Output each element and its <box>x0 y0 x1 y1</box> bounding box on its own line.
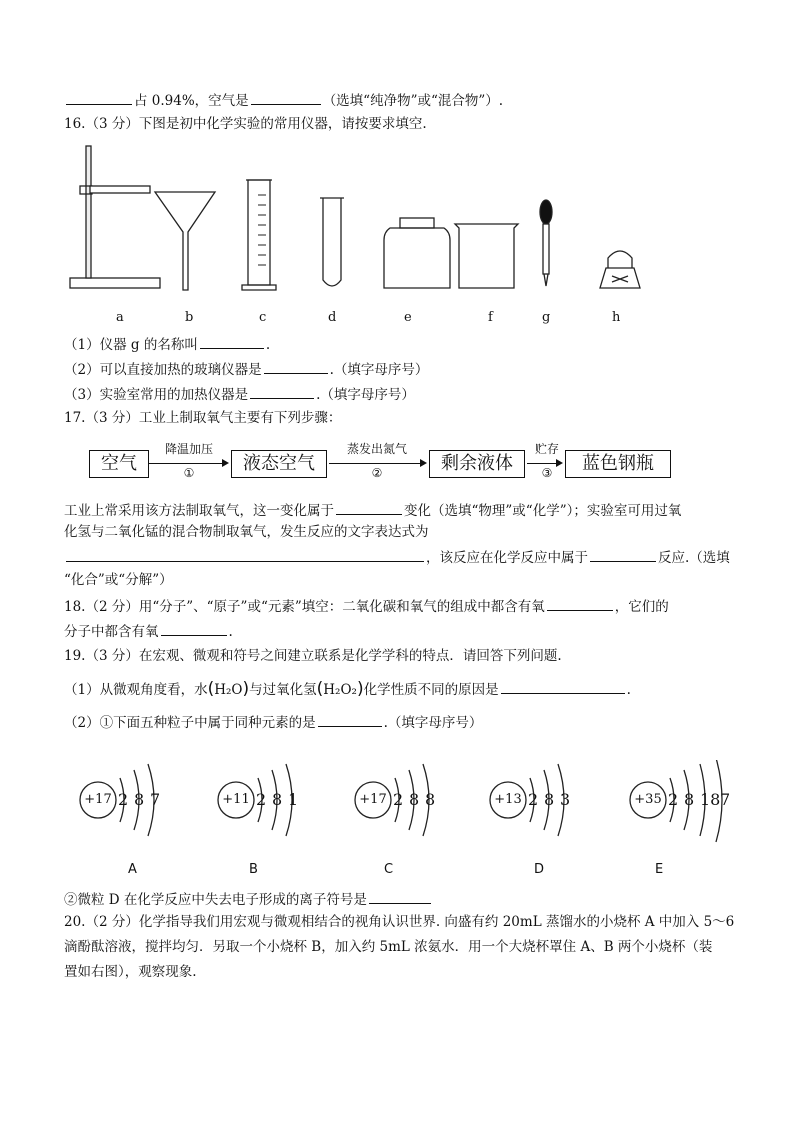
flow-box: 空气 <box>89 450 149 478</box>
line-0: 占 0.94%，空气是 （选填“纯净物”或“混合物”）. <box>64 90 503 110</box>
q19-sub3: ②微粒 D 在化学反应中失去电子形成的离子符号是 <box>64 889 433 909</box>
flow-step-label: 贮存 <box>534 442 559 456</box>
shell-electrons: 2 <box>528 790 539 809</box>
beaker-icon <box>455 224 518 288</box>
answer-blank[interactable] <box>501 679 625 694</box>
flow-step-number: ③ <box>541 466 553 480</box>
q16-sub2: （2）可以直接加热的玻璃仪器是 .（填字母序号） <box>64 359 428 379</box>
atom-label: D <box>534 862 545 877</box>
shell-electrons: 2 <box>118 790 129 809</box>
q17-title: 17.（3 分）工业上制取氧气主要有下列步骤： <box>64 410 342 426</box>
figure-label: h <box>612 310 621 325</box>
answer-blank[interactable] <box>66 547 424 562</box>
atom-label: A <box>128 862 137 877</box>
q17-para-2: 化氢与二氧化锰的混合物制取氧气，发生反应的文字表达式为 <box>64 524 429 540</box>
shell-electrons: 8 <box>425 790 436 809</box>
funnel-icon <box>155 192 215 290</box>
figure-label: b <box>185 310 194 325</box>
atom-nucleus: +17 <box>84 792 112 807</box>
test-tube-icon <box>320 198 344 286</box>
answer-blank[interactable] <box>66 90 132 105</box>
arrow-right-icon <box>149 463 227 464</box>
figure-label: f <box>488 310 493 325</box>
figure-label: a <box>116 310 124 325</box>
atomic-structure-diagrams <box>60 760 740 880</box>
dropper-icon <box>540 200 552 286</box>
answer-blank[interactable] <box>336 500 402 515</box>
q16-sub3: （3）实验室常用的加热仪器是 .（填字母序号） <box>64 384 415 404</box>
shell-electrons: 8 <box>544 790 555 809</box>
q17-para-3: ，该反应在化学反应中属于 反应.（选填 <box>64 547 730 567</box>
shell-electrons: 7 <box>720 790 731 809</box>
answer-blank[interactable] <box>250 384 314 399</box>
q18-line-1: 18.（2 分）用“分子”、“原子”或“元素”填空：二氧化碳和氧气的组成中都含有氧 ，它们的 <box>64 596 669 616</box>
answer-blank[interactable] <box>264 359 328 374</box>
iron-stand-icon <box>70 146 160 288</box>
q20-line-2: 滴酚酞溶液，搅拌均匀．另取一个小烧杯 B，加入约 5mL 浓氨水．用一个大烧杯罩住 A、B 两个小烧杯（装 <box>64 939 713 955</box>
atom-shells-figure <box>60 760 740 860</box>
q18-line-2: 分子中都含有氧 . <box>64 621 233 641</box>
answer-blank[interactable] <box>369 889 431 904</box>
atom-nucleus: +11 <box>222 792 250 807</box>
shell-electrons: 18 <box>700 790 721 809</box>
graduated-cylinder-icon <box>242 180 276 290</box>
shell-electrons: 8 <box>134 790 145 809</box>
figure-label: c <box>259 310 267 325</box>
flow-box: 剩余液体 <box>429 450 525 478</box>
lab-apparatus-figure <box>60 140 660 300</box>
answer-blank[interactable] <box>251 90 321 105</box>
figure-label: g <box>542 310 551 325</box>
shell-electrons: 8 <box>409 790 420 809</box>
q17-para-1: 工业上常采用该方法制取氧气，这一变化属于 变化（选填“物理”或“化学”）；实验室可用过氧 <box>64 500 681 520</box>
q16-sub1: （1）仪器 g 的名称叫 . <box>64 334 270 354</box>
reagent-bottle-icon <box>384 218 450 288</box>
flow-step-number: ② <box>371 466 383 480</box>
atom-nucleus: +17 <box>359 792 387 807</box>
shell-electrons: 1 <box>288 790 299 809</box>
q16-title: 16.（3 分）下图是初中化学实验的常用仪器，请按要求填空. <box>64 116 427 132</box>
shell-electrons: 2 <box>668 790 679 809</box>
atom-label: E <box>655 862 664 877</box>
atom-label: B <box>249 862 258 877</box>
shell-electrons: 8 <box>684 790 695 809</box>
answer-blank[interactable] <box>200 334 264 349</box>
atom-nucleus: +35 <box>634 792 662 807</box>
atom-nucleus: +13 <box>494 792 522 807</box>
atom-label: C <box>384 862 394 877</box>
flow-box: 蓝色钢瓶 <box>565 450 671 478</box>
shell-electrons: 8 <box>272 790 283 809</box>
arrow-right-icon <box>527 463 561 464</box>
shell-electrons: 2 <box>393 790 404 809</box>
flow-step-label: 降温加压 <box>164 442 213 456</box>
answer-blank[interactable] <box>318 712 382 727</box>
figure-label: e <box>404 310 412 325</box>
process-flow-diagram <box>89 444 679 484</box>
arrow-right-icon <box>329 463 425 464</box>
answer-blank[interactable] <box>590 547 656 562</box>
shell-electrons: 7 <box>150 790 161 809</box>
flow-step-number: ① <box>183 466 195 480</box>
q20-line-3: 置如右图），观察现象. <box>64 964 197 980</box>
flow-step-label: 蒸发出氮气 <box>346 442 407 456</box>
flow-box: 液态空气 <box>231 450 327 478</box>
q19-title: 19.（3 分）在宏观、微观和符号之间建立联系是化学学科的特点．请回答下列问题. <box>64 648 562 664</box>
answer-blank[interactable] <box>161 621 227 636</box>
q20-line-1: 20.（2 分）化学指导我们用宏观与微观相结合的视角认识世界. 向盛有约 20mL 蒸馏水的小烧杯 A 中加入 5～6 <box>64 914 735 930</box>
shell-electrons: 2 <box>256 790 267 809</box>
q19-sub1: （1）从微观角度看，水(H₂O)与过氧化氢(H₂O₂)化学性质不同的原因是 . <box>64 679 631 699</box>
shell-electrons: 3 <box>560 790 571 809</box>
alcohol-lamp-icon <box>600 251 640 288</box>
figure-label: d <box>328 310 337 325</box>
q19-sub2: （2）①下面五种粒子中属于同种元素的是 .（填字母序号） <box>64 712 482 732</box>
q17-para-4: “化合”或“分解”） <box>64 572 173 588</box>
answer-blank[interactable] <box>547 596 613 611</box>
